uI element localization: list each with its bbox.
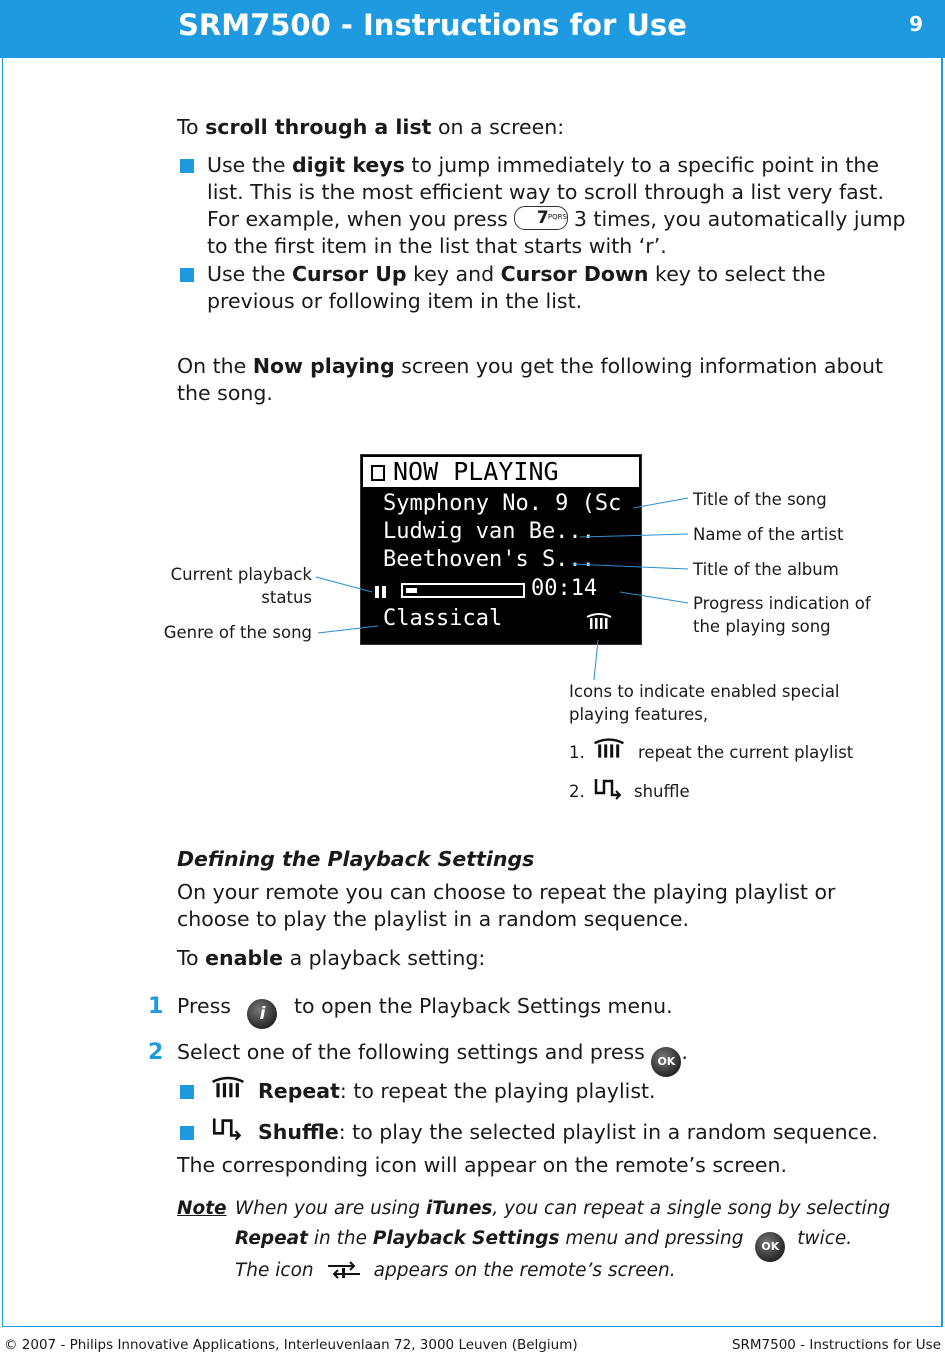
screen-genre: Classical [383, 606, 503, 631]
label-icon2-text: shuffle [634, 782, 690, 801]
page-number: 9 [909, 12, 923, 36]
repeat-icon [592, 736, 626, 760]
label-playback-status: Current playback [170, 565, 312, 584]
label-progress-line2: the playing song [693, 617, 831, 636]
bullet-digit-keys-line4: to the first item in the list that starts with ‘r’. [207, 234, 667, 258]
shuffle-icon [592, 775, 624, 801]
ok-button-icon: OK [651, 1047, 681, 1077]
note-line3: The icon appears on the remote’s screen. [235, 1260, 676, 1281]
playback-intro-line2: choose to play the playlist in a random sequence. [177, 907, 689, 931]
now-playing-intro-line2: the song. [177, 381, 273, 405]
note-line2: Repeat in the Playback Settings menu and pressing OK twice. [235, 1225, 852, 1262]
screen-title: NOW PLAYING [393, 457, 559, 486]
label-icons: Icons to indicate enabled special [569, 682, 840, 701]
bullet-square [180, 1126, 194, 1140]
label-title-of-album: Title of the album [693, 560, 839, 579]
screen-time: 00:14 [531, 576, 598, 601]
scroll-intro: To scroll through a list on a screen: [177, 115, 565, 139]
label-icon2-number: 2. [569, 782, 585, 801]
label-icon1-text: repeat the current playlist [638, 743, 854, 762]
note-label: Note [177, 1198, 227, 1219]
footer-copyright: © 2007 - Philips Innovative Applications, Interleuvenlaan 72, 3000 Leuven (Belgium) [4, 1337, 578, 1353]
screen-artist: Ludwig van Be... [383, 519, 595, 544]
bullet-square [180, 1085, 194, 1099]
step-1: Press i to open the Playback Settings menu. [177, 993, 673, 1029]
bullet-cursor-keys: Use the Cursor Up key and Cursor Down key to select the [207, 262, 826, 286]
option-repeat: Repeat: to repeat the playing playlist. [258, 1079, 656, 1103]
key-7-pqrs-icon: 7 PQRS [514, 206, 568, 230]
info-button-icon: i [247, 999, 277, 1029]
step-2: Select one of the following settings and press OK . [177, 1039, 688, 1077]
now-playing-intro: On the Now playing screen you get the following information about [177, 354, 884, 378]
corresponding-icon-text: The corresponding icon will appear on the remote’s screen. [177, 1153, 788, 1177]
label-name-of-artist: Name of the artist [693, 525, 844, 544]
screen-album: Beethoven's S... [383, 547, 595, 572]
step-number-2: 2 [148, 1040, 164, 1065]
label-progress: Progress indication of [693, 594, 871, 613]
footer-title: SRM7500 - Instructions for Use [731, 1337, 941, 1353]
option-shuffle: Shuffle: to play the selected playlist in a random sequence. [258, 1120, 879, 1144]
page-title: SRM7500 - Instructions for Use [178, 8, 687, 42]
screen-song-title: Symphony No. 9 (Sc [383, 491, 622, 516]
ok-button-icon: OK [755, 1232, 785, 1262]
label-title-of-song: Title of the song [693, 490, 827, 509]
bullet-digit-keys-line3: For example, when you press 7 PQRS 3 times, you automatically jump [207, 207, 906, 231]
label-genre: Genre of the song [163, 623, 312, 642]
shuffle-icon [210, 1114, 244, 1142]
label-playback-status-line2: status [261, 588, 312, 607]
section-heading-playback-settings: Defining the Playback Settings [177, 847, 535, 871]
label-icons-line2: playing features, [569, 705, 709, 724]
repeat-icon [210, 1074, 246, 1100]
repeat-single-icon [324, 1258, 364, 1282]
bullet-cursor-keys-line2: previous or following item in the list. [207, 289, 583, 313]
playback-intro: On your remote you can choose to repeat the playing playlist or [177, 880, 836, 904]
step-number-1: 1 [148, 994, 164, 1019]
label-icon1-number: 1. [569, 743, 585, 762]
note-line1: When you are using iTunes, you can repeat a single song by selecting [235, 1198, 891, 1219]
bullet-digit-keys-line2: list. This is the most efficient way to scroll through a list very fast. [207, 180, 884, 204]
enable-intro: To enable a playback setting: [177, 946, 486, 970]
bullet-digit-keys: Use the digit keys to jump immediately to a specific point in the [207, 153, 879, 177]
